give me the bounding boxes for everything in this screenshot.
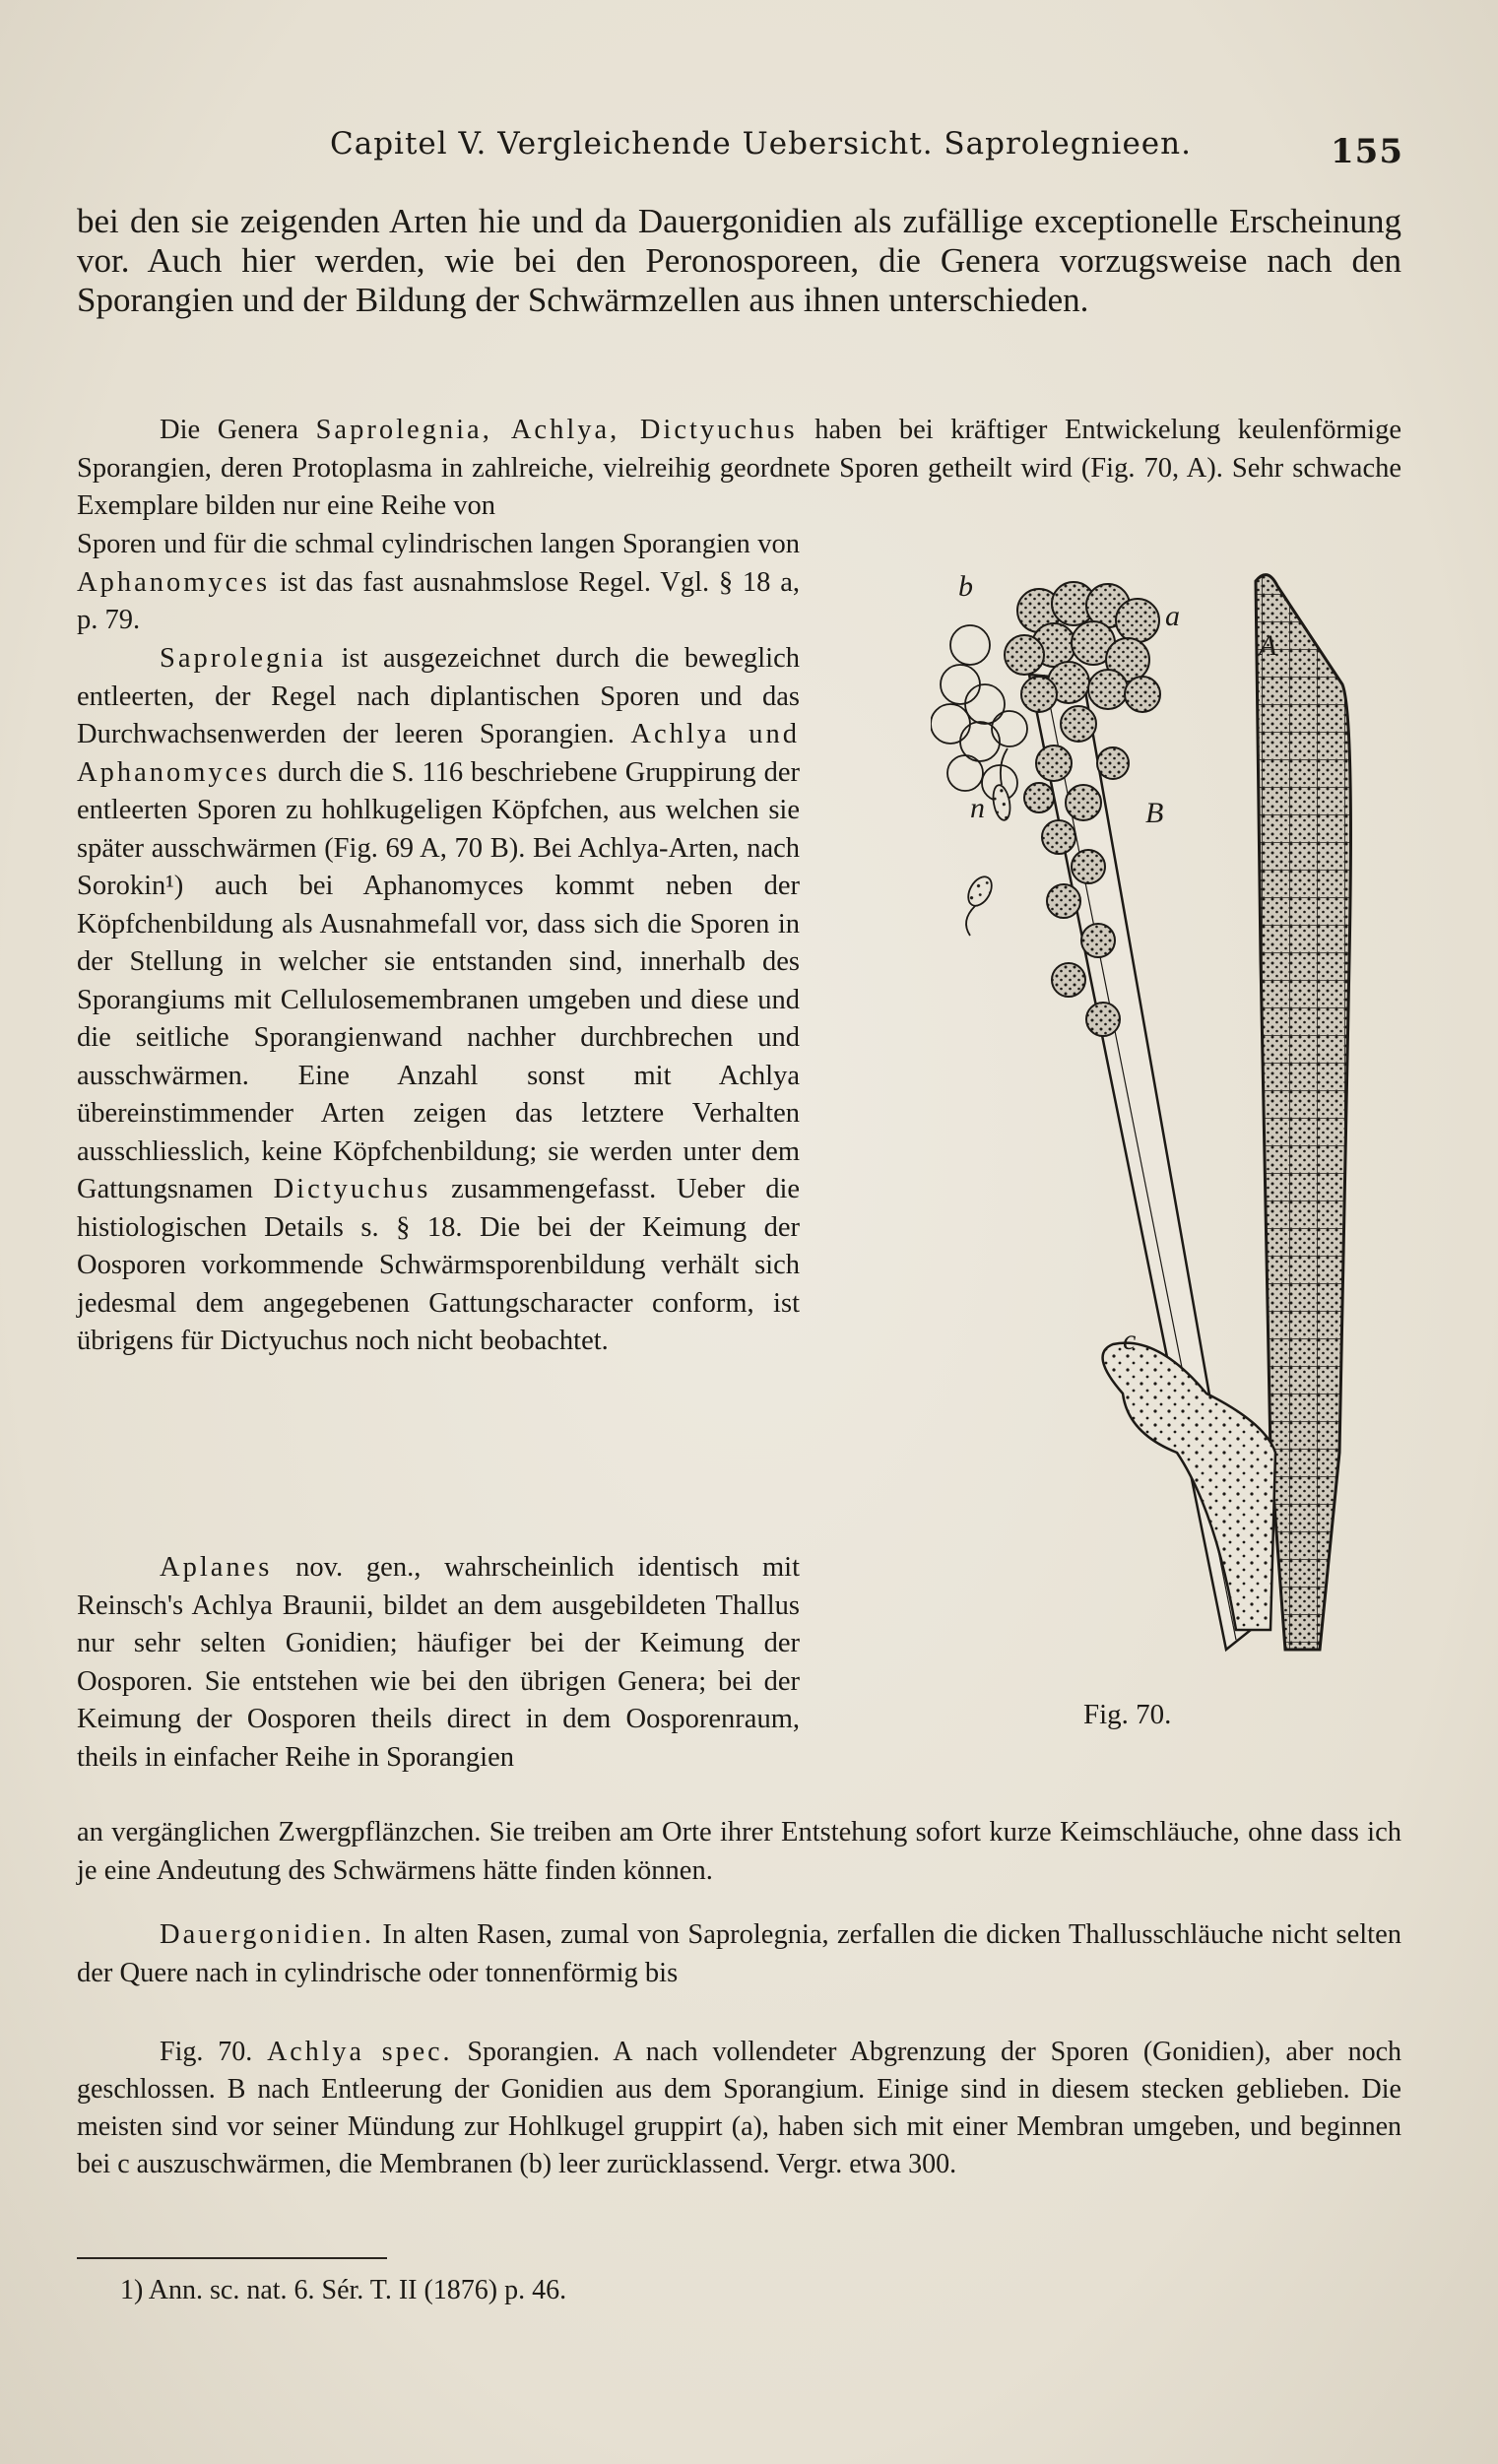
label-B: B [1145, 797, 1164, 829]
sporangium-drawing [931, 566, 1394, 1738]
aplanes-name: Aplanes [160, 1552, 273, 1583]
running-title: Capitel V. Vergleichende Uebersicht. Saprolegnieen. [330, 126, 1192, 162]
dauergonidien-paragraph [77, 1916, 1401, 1992]
genera-lead: Die Genera [160, 415, 298, 445]
aplanes-text: nov. gen., wahrscheinlich identisch mit Reinsch's Achlya Braunii, bildet an dem ausgebildeten Thallus nur sehr selten Gonidien; häufiger bei der Keimung der Oosporen. Sie entstehen wie bei den übrigen Genera; bei der Keimung der Oosporen theils direct in dem Oosporenraum, theils in einfacher Reihe in Sporangien [77, 1552, 801, 1773]
genera-names: Saprolegnia, Achlya, Dictyuchus [315, 415, 798, 445]
saprolegnia-name: Saprolegnia [160, 643, 327, 674]
saprolegnia-paragraph [77, 640, 800, 1361]
label-n: n [970, 792, 985, 824]
footnote-rule [77, 2257, 387, 2259]
label-A: A [1259, 629, 1277, 662]
achlya-text: durch die S. 116 beschriebene Gruppirung der entleerten Sporen zu hohlkugeligen Köpfchen, aus welchen sie später ausschwärmen (Fig. 69 A, 70 B). Bei Achlya-Arten, nach Sorokin¹) auch bei Aphanomyces kommt neben der Köpfchenbildung als Ausnahmefall vor, dass sich die Sporen in der Stellung in welcher sie entstanden sind, innerhalb des Sporangiums mit Cellulosemembranen umgeben und diese und die seitliche Sporangienwand nachher durchbrechen und ausschwärmen. Eine Anzahl sonst mit Achlya übereinstimmender Arten zeigen das letztere Verhalten ausschliesslich, keine Köpfchenbildung; sie werden unter dem Gattungsnamen [77, 756, 800, 1204]
dauergonidien-text: In alten Rasen, zumal von Saprolegnia, zerfallen die dicken Thallusschläuche nicht selten der Quere nach in cylindrische oder tonnenförmig bis [77, 1919, 1401, 1988]
caption-species: Achlya spec. [267, 2037, 453, 2067]
label-b: b [958, 570, 973, 603]
genera-paragraph [77, 412, 1401, 526]
genera-text-end: ist das fast ausnahmslose Regel. Vgl. § 18 a, p. 79. [77, 566, 800, 635]
genera-text: haben bei kräftiger Entwickelung keulenförmige Sporangien, deren Protoplasma in zahlreiche, vielreihig geordnete Sporen getheilt wird (Fig. 70, A). Sehr schwache Exemplare bilden nur eine Reihe von [77, 415, 1401, 521]
footnote: 1) Ann. sc. nat. 6. Sér. T. II (1876) p. 46. [120, 2275, 567, 2305]
figure-70-illustration [931, 566, 1394, 1738]
achlya-aphanomyces-name: Achlya und Aphanomyces [77, 719, 800, 788]
figure-label: Fig. 70. [1083, 1699, 1172, 1730]
aphanomyces-name: Aphanomyces [77, 566, 271, 598]
aplanes-paragraph-continued: an vergänglichen Zwergpflänzchen. Sie treiben am Orte ihrer Entstehung sofort kurze Keimschläuche, ohne dass ich je eine Andeutung des Schwärmens hätte finden können. [77, 1817, 1401, 1886]
figure-caption [77, 2034, 1401, 2183]
caption-text: Sporangien. A nach vollendeter Abgrenzung der Sporen (Gonidien), aber noch geschlossen. B nach Entleerung der Gonidien aus dem Sporangium. Einige sind in diesem stecken geblieben. Die meisten sind vor seiner Mündung zur Hohlkugel gruppirt (a), haben sich mit einer Membran umgeben, und beginnen bei c auszuschwärmen, die Membranen (b) leer zurücklassend. Vergr. etwa 300. [77, 2037, 1401, 2179]
zoospores-n [963, 748, 1012, 936]
caption-fig: Fig. 70. [160, 2037, 253, 2067]
spore-cluster-a [1005, 582, 1160, 1036]
intro-paragraph: bei den sie zeigenden Arten hie und da Dauergonidien als zufällige exceptionelle Erscheinung vor. Auch hier werden, wie bei den Peronosporeen, die Genera vorzugsweise nach den Sporangien und der Bildung der Schwärmzellen aus ihnen unterschieden. [77, 202, 1401, 319]
dictyuchus-name: Dictyuchus [273, 1174, 431, 1204]
running-header [330, 126, 1403, 175]
aplanes-paragraph [77, 1549, 800, 1777]
genera-text-narrow: Sporen und für die schmal cylindrischen langen Sporangien von [77, 529, 800, 559]
swelling-c [1103, 1343, 1275, 1630]
label-a: a [1165, 600, 1180, 632]
saprolegnia-text: ist ausgezeichnet durch die beweglich entleerten, der Regel nach diplantischen Sporen und das Durchwachsenwerden der leeren Sporangien. [77, 643, 800, 749]
label-c: c [1123, 1324, 1137, 1356]
genera-paragraph-continued [77, 526, 800, 640]
dictyuchus-text: zusammengefasst. Ueber die histiologischen Details s. § 18. Die bei der Keimung der Oosporen vorkommende Schwärmsporenbildung verhält sich jedesmal dem angegebenen Gattungscharacter conform, ist übrigens für Dictyuchus noch nicht beobachtet. [77, 1174, 801, 1356]
page-number: 155 [1331, 132, 1403, 171]
dauergonidien-name: Dauergonidien. [160, 1919, 374, 1950]
